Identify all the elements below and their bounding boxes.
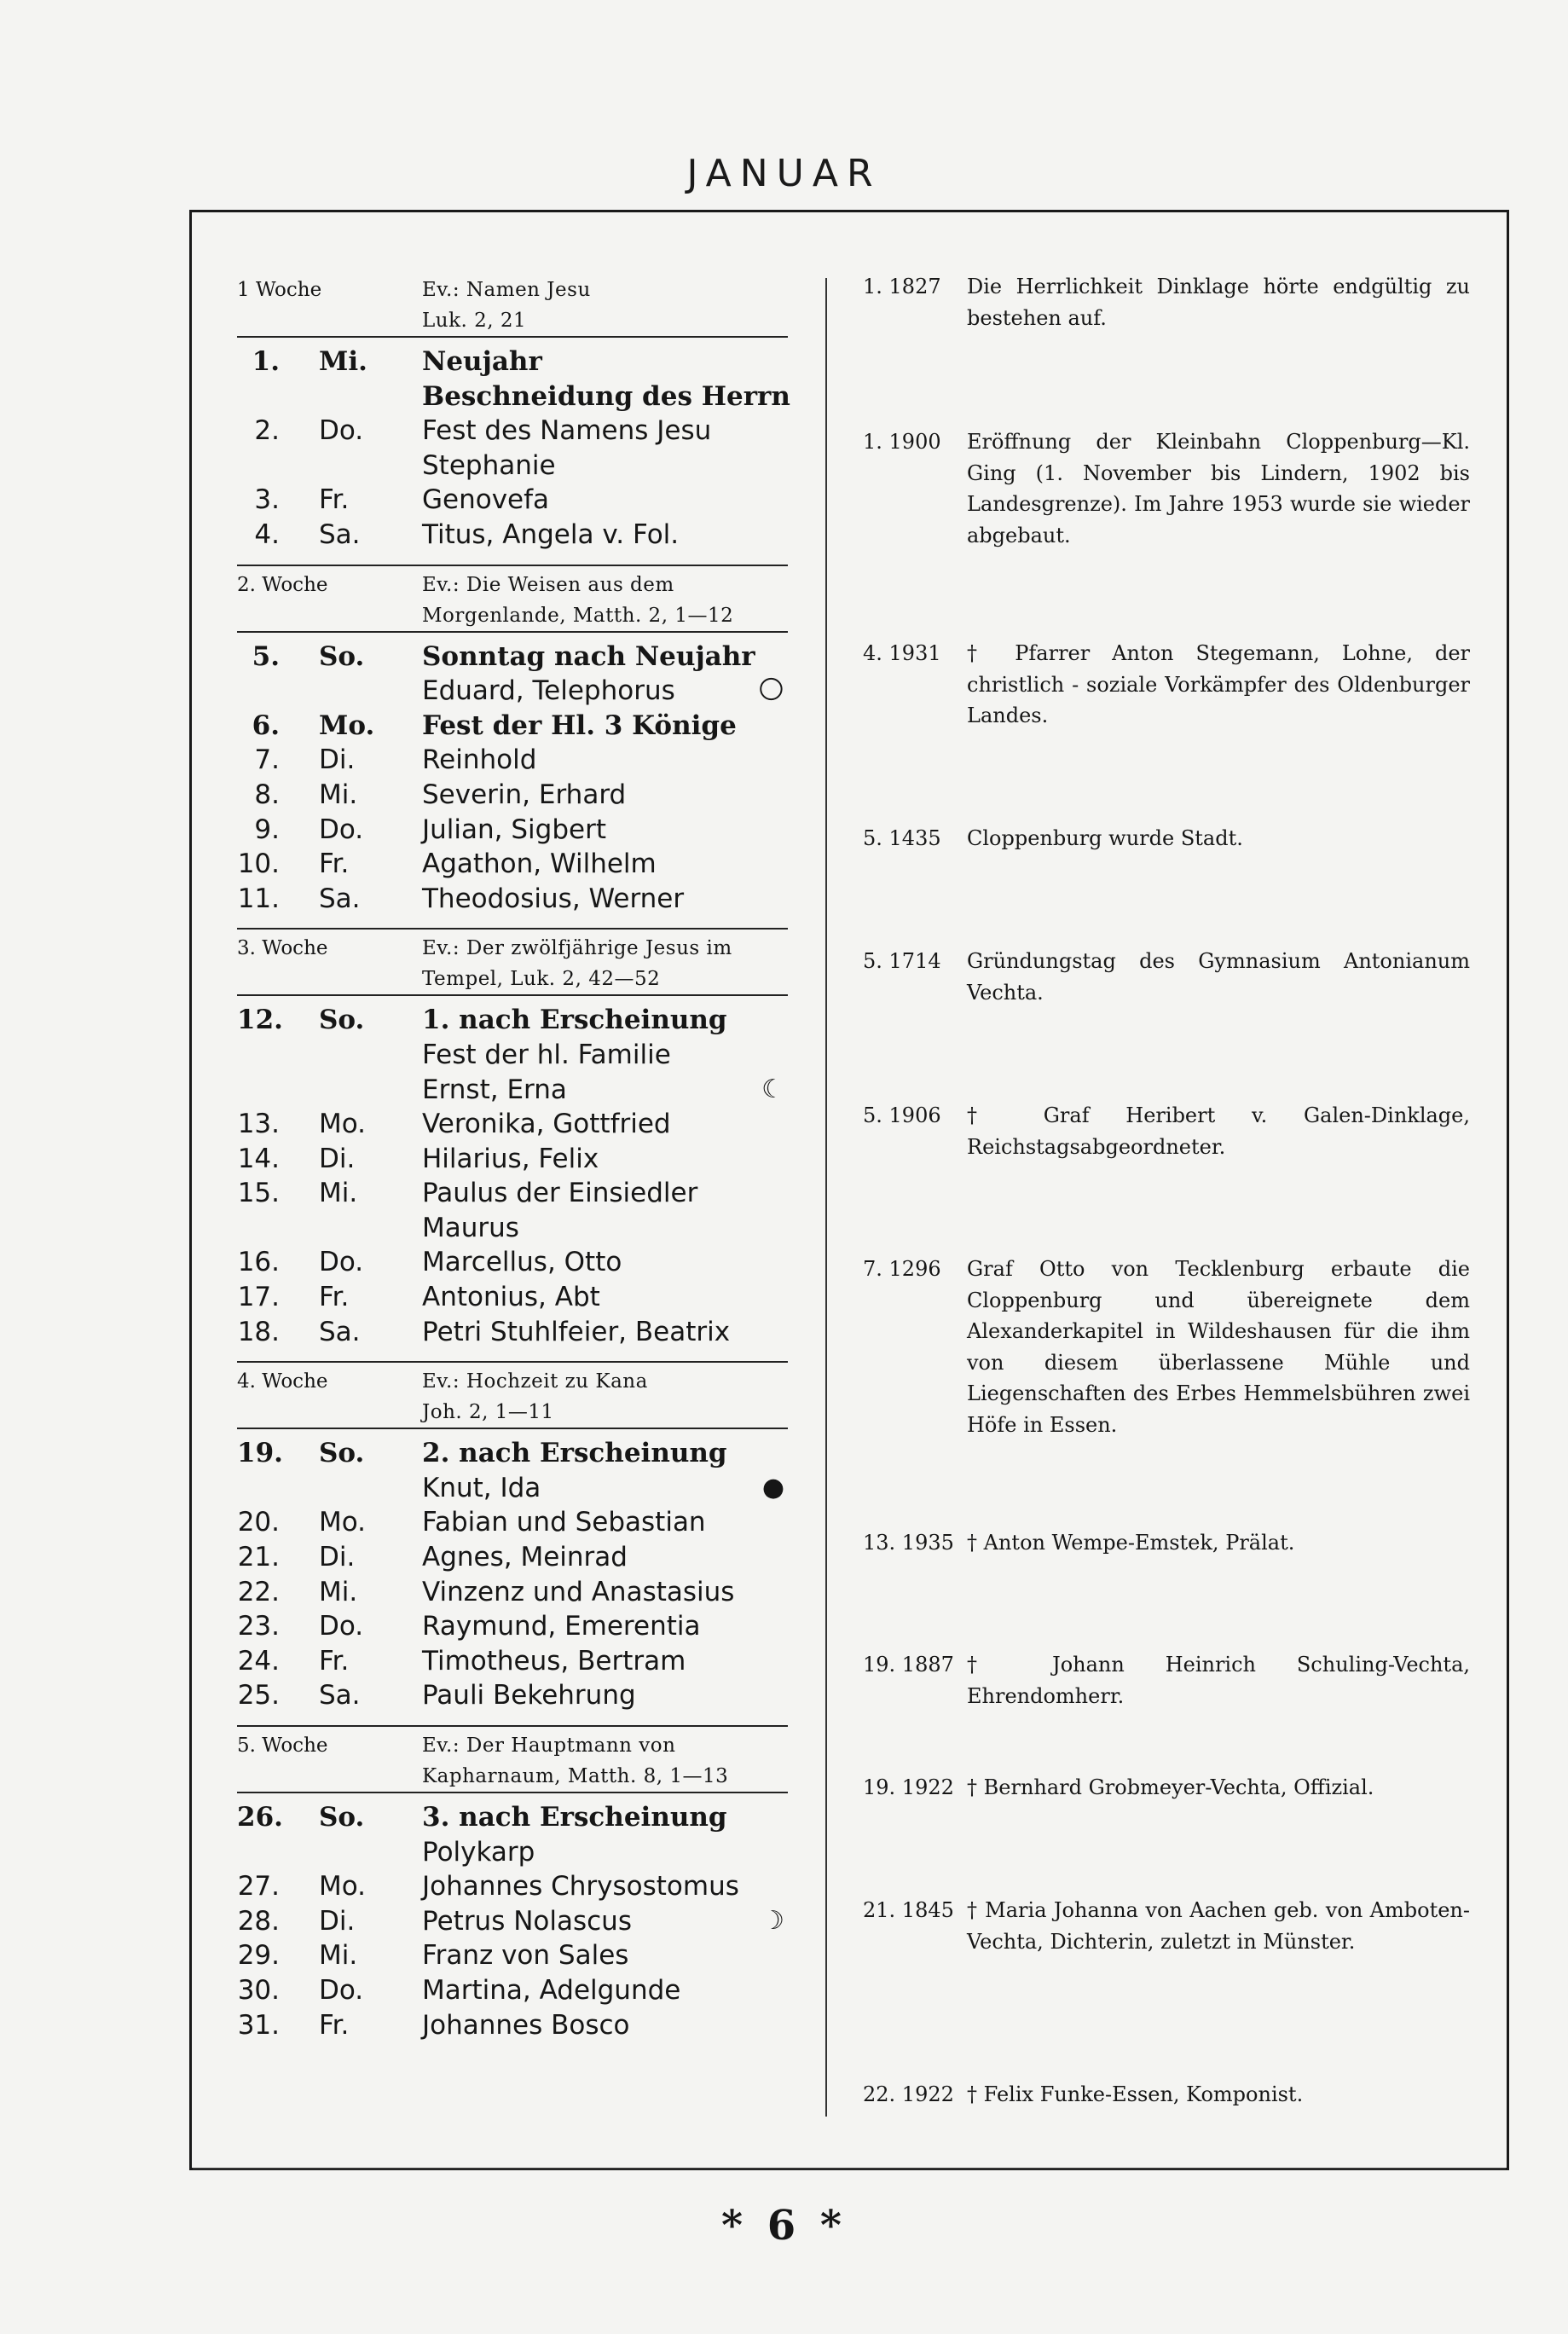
- weekday: Do.: [319, 1247, 364, 1278]
- week-header: [237, 1727, 788, 1792]
- saint-name: Neujahr: [422, 346, 542, 377]
- day-row: [237, 1176, 788, 1211]
- weekday: Mi.: [319, 1940, 358, 1972]
- day-row: [237, 743, 788, 778]
- week-header: [237, 930, 788, 994]
- day-number: 20.: [237, 1507, 280, 1538]
- day-row: [237, 1142, 788, 1177]
- saint-name: 2. nach Erscheinung: [422, 1438, 727, 1469]
- weekday: So.: [319, 1005, 365, 1036]
- day-number: 16.: [237, 1247, 280, 1278]
- saint-name: Fest der Hl. 3 Könige: [422, 709, 737, 741]
- day-row: [237, 1073, 788, 1108]
- event-text: † Maria Johanna von Aachen geb. von Amboten-Vechta, Dichterin, zuletzt in Münster.: [967, 1898, 1470, 1954]
- day-row: [237, 674, 788, 709]
- saint-name: Ernst, Erna: [422, 1074, 567, 1105]
- week-header: [237, 1363, 788, 1428]
- weekday: So.: [319, 1802, 365, 1833]
- day-row: [237, 1107, 788, 1142]
- saint-name: Severin, Erhard: [422, 779, 627, 810]
- event-text: † Bernhard Grobmeyer-Vechta, Offizial.: [967, 1775, 1374, 1799]
- weekday: Sa.: [319, 1680, 361, 1711]
- weekday: Mi.: [319, 779, 358, 810]
- saint-name: Knut, Ida: [422, 1472, 541, 1503]
- day-number: 14.: [237, 1143, 280, 1174]
- day-row: [237, 1800, 788, 1835]
- event-date: 1. 1900: [863, 430, 941, 454]
- day-number: 8.: [254, 779, 280, 810]
- moon-phase-icon: ●: [761, 1472, 784, 1503]
- event-text: Cloppenburg wurde Stadt.: [967, 826, 1243, 850]
- day-number: 28.: [237, 1905, 280, 1937]
- day-row: [237, 449, 788, 484]
- saint-name: 3. nach Erscheinung: [422, 1802, 727, 1833]
- day-row: [237, 1938, 788, 1973]
- day-row: [237, 2008, 788, 2043]
- saint-name: Titus, Angela v. Fol.: [422, 518, 680, 550]
- weekday: Do.: [319, 814, 364, 845]
- week-label: 5. Woche: [237, 1735, 328, 1757]
- day-number: 31.: [237, 2009, 280, 2041]
- weekday: Fr.: [319, 484, 350, 516]
- event-text: Gründungstag des Gymnasium Antonianum Vechta.: [967, 949, 1470, 1005]
- day-row: [237, 1644, 788, 1679]
- day-number: 19.: [237, 1438, 283, 1469]
- weekday: Mo.: [319, 1871, 367, 1903]
- day-row: [237, 1609, 788, 1644]
- saint-name: Veronika, Gottfried: [422, 1109, 671, 1140]
- saint-name: Franz von Sales: [422, 1940, 629, 1972]
- day-row: [237, 1211, 788, 1246]
- saint-name: Fest der hl. Familie: [422, 1039, 671, 1070]
- day-row: [237, 1280, 788, 1315]
- day-number: 29.: [237, 1940, 280, 1972]
- gospel-reference: Kapharnaum, Matth. 8, 1—13: [422, 1765, 729, 1787]
- weekday: Do.: [319, 1974, 364, 2006]
- event-date: 21. 1845: [863, 1898, 954, 1922]
- day-row: [237, 1505, 788, 1540]
- day-number: 12.: [237, 1005, 283, 1036]
- event-text: Die Herrlichkeit Dinklage hörte endgültig zu bestehen auf.: [967, 275, 1470, 330]
- week-label: 2. Woche: [237, 573, 328, 596]
- event-text: † Felix Funke-Essen, Komponist.: [967, 2082, 1304, 2106]
- weekday: Di.: [319, 744, 356, 776]
- gospel-reference: Luk. 2, 21: [422, 310, 527, 332]
- saint-name: Pauli Bekehrung: [422, 1680, 636, 1711]
- saint-name: Timotheus, Bertram: [422, 1645, 686, 1677]
- day-number: 11.: [237, 883, 280, 914]
- day-number: 24.: [237, 1645, 280, 1677]
- event-text: † Anton Wempe-Emstek, Prälat.: [967, 1531, 1295, 1555]
- saint-name: Sonntag nach Neujahr: [422, 640, 755, 672]
- day-row: [237, 1904, 788, 1939]
- day-number: 1.: [252, 346, 280, 377]
- event-text: Graf Otto von Tecklenburg erbaute die Cloppenburg und übereignete dem Alexanderkapitel in Wildeshausen für die ihm von diesem überlassene Mühle und Liegenschaften des Erbes Hemmelsbühren zwei Höfe in Essen.: [967, 1257, 1470, 1437]
- weekday: Di.: [319, 1143, 356, 1174]
- weekday: Mo.: [319, 709, 375, 741]
- day-number: 13.: [237, 1109, 280, 1140]
- weekday: Fr.: [319, 1282, 350, 1313]
- saint-name: Stephanie: [422, 449, 556, 481]
- day-number: 23.: [237, 1611, 280, 1642]
- week-header: [237, 566, 788, 631]
- page-title: JANUAR: [686, 152, 882, 195]
- saint-name: Petri Stuhlfeier, Beatrix: [422, 1316, 731, 1347]
- saint-name: 1. nach Erscheinung: [422, 1005, 727, 1036]
- day-number: 3.: [254, 484, 280, 516]
- saint-name: Theodosius, Werner: [422, 883, 685, 914]
- saint-name: Eduard, Telephorus: [422, 675, 675, 707]
- weekday: Di.: [319, 1905, 356, 1937]
- event-date: 7. 1296: [863, 1257, 941, 1281]
- week-gospel: [422, 933, 789, 994]
- saint-name: Polykarp: [422, 1836, 535, 1868]
- day-row: [237, 483, 788, 518]
- weekday: So.: [319, 1438, 365, 1469]
- saint-name: Marcellus, Otto: [422, 1247, 622, 1278]
- saint-name: Johannes Chrysostomus: [422, 1871, 739, 1903]
- day-row: [237, 847, 788, 882]
- week-label: 1 Woche: [237, 279, 322, 301]
- day-row: [237, 1678, 788, 1713]
- day-row: [237, 882, 788, 917]
- weekday: Sa.: [319, 518, 361, 550]
- saint-name: Raymund, Emerentia: [422, 1611, 701, 1642]
- week-label: 3. Woche: [237, 937, 328, 960]
- event-text: † Johann Heinrich Schuling-Vechta, Ehrendomherr.: [967, 1653, 1470, 1708]
- day-number: 17.: [237, 1282, 280, 1313]
- event-text: Eröffnung der Kleinbahn Cloppenburg—Kl. Ging (1. November bis Lindern, 1902 bis Landesgrenze). Im Jahre 1953 wurde sie wieder abgebaut.: [967, 430, 1470, 547]
- weekday: Fr.: [319, 2009, 350, 2041]
- calendar-column: [237, 271, 788, 2054]
- gospel-reference: Morgenlande, Matth. 2, 1—12: [422, 604, 734, 627]
- day-row: [237, 813, 788, 848]
- day-row: [237, 1973, 788, 2008]
- weekday: Do.: [319, 415, 364, 447]
- day-number: 15.: [237, 1178, 280, 1209]
- weekday: So.: [319, 640, 365, 672]
- event-date: 19. 1887: [863, 1653, 954, 1677]
- page-number: * 6 *: [720, 2202, 848, 2250]
- day-number: 4.: [254, 518, 280, 550]
- event-date: 13. 1935: [863, 1531, 954, 1555]
- day-list: [237, 338, 788, 565]
- gospel-title: Ev.: Der Hauptmann von: [422, 1735, 676, 1757]
- weekday: Do.: [319, 1611, 364, 1642]
- gospel-reference: Joh. 2, 1—11: [422, 1401, 554, 1424]
- weekday: Fr.: [319, 1645, 350, 1677]
- day-list: [237, 996, 788, 1361]
- saint-name: Hilarius, Felix: [422, 1143, 599, 1174]
- weekday: Sa.: [319, 1316, 361, 1347]
- day-number: 27.: [237, 1871, 280, 1903]
- event-date: 22. 1922: [863, 2082, 954, 2106]
- gospel-title: Ev.: Hochzeit zu Kana: [422, 1370, 648, 1393]
- saint-name: Fabian und Sebastian: [422, 1507, 706, 1538]
- weekday: Sa.: [319, 883, 361, 914]
- event-date: 5. 1906: [863, 1103, 941, 1127]
- gospel-title: Ev.: Der zwölfjährige Jesus im: [422, 937, 732, 960]
- saint-name: Julian, Sigbert: [422, 814, 606, 845]
- day-row: [237, 1038, 788, 1073]
- day-row: [237, 1869, 788, 1904]
- day-number: 21.: [237, 1542, 280, 1573]
- saint-name: Paulus der Einsiedler: [422, 1178, 698, 1209]
- day-list: [237, 1429, 788, 1725]
- weekday: Mo.: [319, 1507, 367, 1538]
- event-text: † Graf Heribert v. Galen-Dinklage, Reichstagsabgeordneter.: [967, 1103, 1470, 1159]
- saint-name: Beschneidung des Herrn: [422, 380, 790, 412]
- day-number: 5.: [252, 640, 280, 672]
- day-number: 30.: [237, 1974, 280, 2006]
- day-number: 9.: [254, 814, 280, 845]
- saint-name: Fest des Namens Jesu: [422, 415, 712, 447]
- saint-name: Maurus: [422, 1212, 519, 1243]
- day-row: [237, 518, 788, 553]
- event-text: † Pfarrer Anton Stegemann, Lohne, der christlich - soziale Vorkämpfer des Oldenburger Landes.: [967, 641, 1470, 727]
- weekday: Fr.: [319, 848, 350, 880]
- day-number: 22.: [237, 1576, 280, 1607]
- saint-name: Vinzenz und Anastasius: [422, 1576, 735, 1607]
- saint-name: Agnes, Meinrad: [422, 1542, 628, 1573]
- day-number: 7.: [254, 744, 280, 776]
- gospel-title: Ev.: Namen Jesu: [422, 279, 591, 301]
- day-row: [237, 1245, 788, 1280]
- gospel-title: Ev.: Die Weisen aus dem: [422, 573, 674, 596]
- day-row: [237, 1315, 788, 1350]
- day-row: [237, 778, 788, 813]
- moon-phase-icon: 🌕: [757, 675, 784, 706]
- day-row: [237, 709, 788, 744]
- saint-name: Antonius, Abt: [422, 1282, 600, 1313]
- weekday: Mo.: [319, 1109, 367, 1140]
- saint-name: Martina, Adelgunde: [422, 1974, 681, 2006]
- day-row: [237, 1540, 788, 1575]
- column-divider: [825, 278, 827, 2117]
- week-gospel: [422, 1730, 789, 1792]
- event-date: 1. 1827: [863, 275, 941, 298]
- saint-name: Genovefa: [422, 484, 550, 516]
- saint-name: Johannes Bosco: [422, 2009, 630, 2041]
- week-header: [237, 271, 788, 336]
- weekday: Mi.: [319, 346, 367, 377]
- frame-bottom-rule: [193, 2168, 1506, 2169]
- week-gospel: [422, 275, 789, 336]
- day-row: [237, 1575, 788, 1610]
- week-gospel: [422, 1366, 789, 1428]
- day-number: 2.: [254, 415, 280, 447]
- day-row: [237, 640, 788, 675]
- day-row: [237, 1471, 788, 1506]
- week-label: 4. Woche: [237, 1370, 328, 1393]
- day-number: 10.: [237, 848, 280, 880]
- day-number: 26.: [237, 1802, 283, 1833]
- day-number: 6.: [252, 709, 280, 741]
- weekday: Mi.: [319, 1178, 358, 1209]
- event-date: 5. 1714: [863, 949, 941, 973]
- event-date: 19. 1922: [863, 1775, 954, 1799]
- weekday: Mi.: [319, 1576, 358, 1607]
- gospel-reference: Tempel, Luk. 2, 42—52: [422, 968, 661, 991]
- weekday: Di.: [319, 1542, 356, 1573]
- event-date: 5. 1435: [863, 826, 941, 850]
- day-row: [237, 414, 788, 449]
- day-number: 18.: [237, 1316, 280, 1347]
- saint-name: Petrus Nolascus: [422, 1905, 632, 1937]
- day-list: [237, 633, 788, 929]
- day-row: [237, 1436, 788, 1471]
- moon-phase-icon: ☽: [761, 1905, 784, 1936]
- day-row: [237, 1003, 788, 1038]
- day-list: [237, 1793, 788, 2054]
- saint-name: Reinhold: [422, 744, 537, 776]
- saint-name: Agathon, Wilhelm: [422, 848, 657, 880]
- day-row: [237, 379, 788, 414]
- day-number: 25.: [237, 1680, 280, 1711]
- day-row: [237, 345, 788, 379]
- day-row: [237, 1835, 788, 1870]
- event-date: 4. 1931: [863, 641, 941, 665]
- moon-phase-icon: ☾: [761, 1074, 784, 1104]
- week-gospel: [422, 570, 789, 631]
